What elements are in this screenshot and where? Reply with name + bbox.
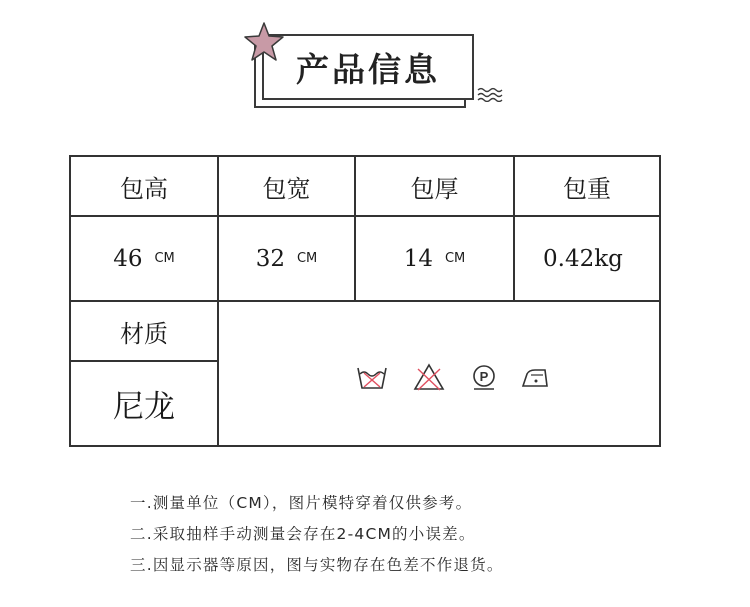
note-line: 一.测量单位（CM），图片模特穿着仅供参考。	[130, 494, 473, 512]
svg-text:P: P	[479, 369, 489, 384]
dry-clean-p-icon	[469, 362, 499, 392]
value-number: 46	[113, 245, 143, 272]
header-cell-weight	[515, 157, 659, 215]
header-cell-depth	[356, 157, 513, 215]
note-line: 二.采取抽样手动测量会存在2-4CM的小误差。	[130, 525, 476, 543]
column-header: 包宽	[262, 174, 311, 203]
value-cell-height	[71, 217, 217, 300]
material-label-cell	[71, 302, 217, 360]
do-not-bleach-icon	[412, 362, 446, 392]
material-value: 尼龙	[113, 389, 175, 425]
column-header: 包高	[120, 174, 168, 203]
section-header	[240, 18, 510, 118]
title-frame	[262, 34, 474, 100]
hand-wash-icon	[355, 362, 389, 392]
material-label: 材质	[120, 319, 168, 348]
value-unit: CM	[296, 251, 318, 266]
value-cell-depth	[356, 217, 513, 300]
value-number: 32	[255, 245, 285, 272]
value-unit: CM	[154, 251, 175, 266]
material-value-cell	[71, 362, 217, 445]
note-line: 三.因显示器等原因，图与实物存在色差不作退货。	[130, 556, 504, 574]
header-cell-height	[71, 157, 217, 215]
value-cell-width	[219, 217, 354, 300]
value-number: 0.42kg	[543, 245, 623, 272]
column-header: 包重	[563, 174, 611, 203]
waves-icon	[476, 86, 506, 102]
value-cell-weight	[515, 217, 659, 300]
column-header: 包厚	[410, 174, 459, 203]
iron-icon	[519, 362, 551, 392]
header-cell-width	[219, 157, 354, 215]
value-unit: CM	[444, 251, 466, 266]
page-title: 产品信息	[296, 49, 440, 89]
notes-section	[130, 488, 504, 581]
product-info-table	[69, 155, 661, 447]
value-number: 14	[403, 245, 433, 272]
star-icon	[242, 20, 286, 64]
